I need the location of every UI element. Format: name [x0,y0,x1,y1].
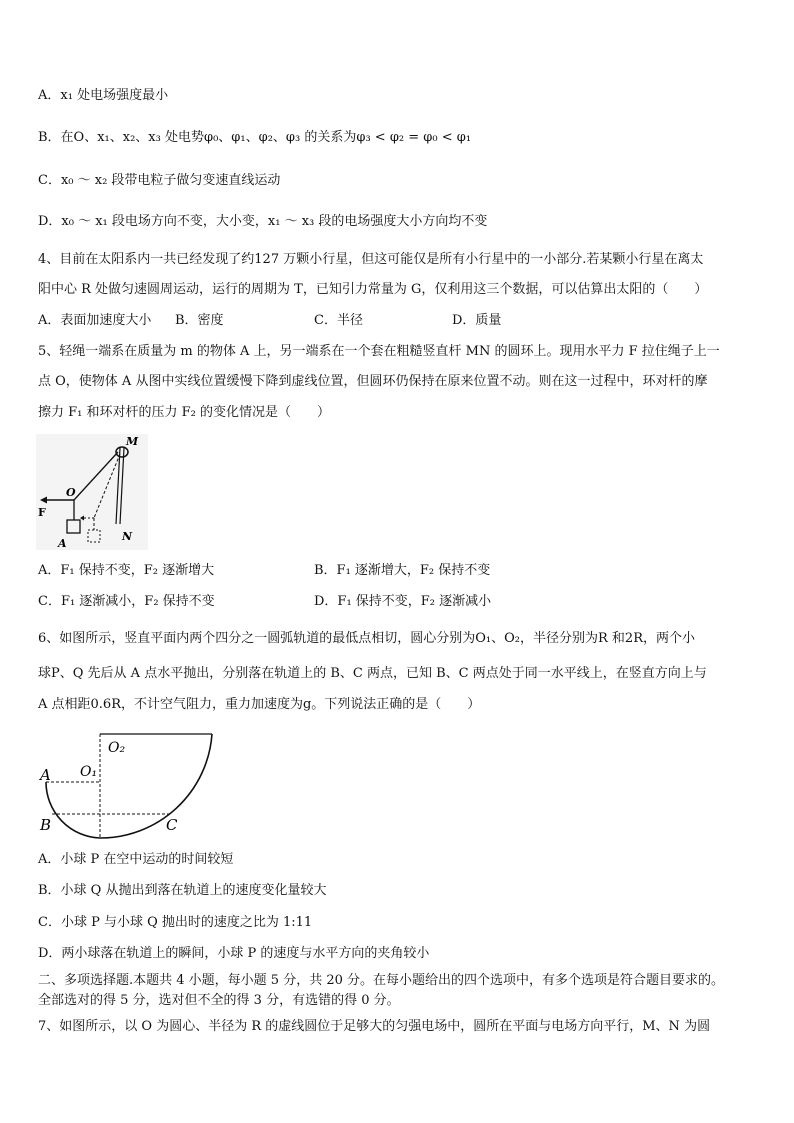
q3-option-d: D．x₀ ～ x₁ 段电场方向不变，大小变，x₁ ～ x₃ 段的电场强度大小方向均不变 [38,214,488,229]
arc-small [46,782,100,838]
q6-stem-line2: 球P、Q 先后从 A 点水平抛出，分别落在轨道上的 B、C 两点，已知 B、C 两点处于同一水平线上，在竖直方向上与 [38,666,707,681]
label-n: N [122,530,133,543]
q6-stem-line3: A 点相距0.6R，不计空气阻力，重力加速度为g。下列说法正确的是（ ） [38,697,481,712]
q5-option-b: B．F₁ 逐渐增大，F₂ 保持不变 [314,563,491,578]
q6-option-a: A．小球 P 在空中运动的时间较短 [38,852,234,867]
q5-option-d: D．F₁ 保持不变，F₂ 逐渐减小 [314,594,492,609]
q6-option-d: D．两小球落在轨道上的瞬间，小球 P 的速度与水平方向的夹角较小 [38,946,430,961]
q6-option-c: C．小球 P 与小球 Q 抛出时的速度之比为 1:11 [38,915,313,930]
label-c: C [166,816,178,834]
q3-option-c: C．x₀ ～ x₂ 段带电粒子做匀变速直线运动 [38,173,281,188]
q6-option-b: B．小球 Q 从抛出到落在轨道上的速度变化量较大 [38,883,327,898]
q3-option-a: A．x₁ 处电场强度最小 [38,88,169,103]
q5-options-row2 [38,594,758,610]
q5-option-c: C．F₁ 逐渐减小，F₂ 保持不变 [38,594,215,609]
label-f: F [38,506,46,519]
q4-options [38,313,758,329]
label-m: M [126,435,139,448]
label-a: A [40,766,51,784]
label-o1: O₁ [80,764,98,780]
q4-option-a: A．表面加速度大小 [38,313,152,328]
label-b: B [40,816,52,834]
q3-option-b: B．在O、x₁、x₂、x₃ 处电势φ₀、φ₁、φ₂、φ₃ 的关系为φ₃ < φ₂ = φ₀ < φ₁ [38,130,472,145]
q5-option-a: A．F₁ 保持不变，F₂ 逐渐增大 [38,563,215,578]
q4-option-d: D．质量 [452,313,502,328]
q4-option-c: C．半径 [314,313,363,328]
label-o2: O₂ [108,740,126,756]
q4-option-b: B．密度 [175,313,224,328]
q4-stem-line1: 4、目前在太阳系内一共已经发现了约127 万颗小行星，但这可能仅是所有小行星中的一小部分.若某颗小行星在离太 [38,252,704,267]
q5-stem-line3: 擦力 F₁ 和环对杆的压力 F₂ 的变化情况是（ ） [38,405,330,420]
q6-stem-line1: 6、如图所示，竖直平面内两个四分之一圆弧轨道的最低点相切，圆心分别为O₁、O₂，半径分别为R 和2R，两个小 [38,631,695,646]
q5-stem-line2: 点 O，使物体 A 从图中实线位置缓慢下降到虚线位置，但圆环仍保持在原来位置不动。则在这一过程中，环对杆的摩 [38,374,708,389]
section2-heading-line1: 二、多项选择题.本题共 4 小题，每小题 5 分，共 20 分。在每小题给出的四个选项中，有多个选项是符合题目要求的。 [38,973,725,988]
label-o: O [66,486,76,499]
q5-figure [36,434,148,550]
q4-stem-line2: 阳中心 R 处做匀速圆周运动，运行的周期为 T，已知引力常量为 G，仅利用这三个数据，可以估算出太阳的（ ） [38,282,708,297]
q6-figure [36,730,222,842]
section2-heading-line2: 全部选对的得 5 分，选对但不全的得 3 分，有选错的得 0 分。 [38,993,400,1008]
label-a: A [58,537,67,550]
q7-stem-line1: 7、如图所示，以 O 为圆心、半径为 R 的虚线圆位于足够大的匀强电场中，圆所在平面与电场方向平行，M、N 为圆 [38,1019,711,1034]
q5-stem-line1: 5、轻绳一端系在质量为 m 的物体 A 上，另一端系在一个套在粗糙竖直杆 MN 的圆环上。现用水平力 F 拉住绳子上一 [38,344,720,359]
q5-options-row1 [38,563,758,579]
